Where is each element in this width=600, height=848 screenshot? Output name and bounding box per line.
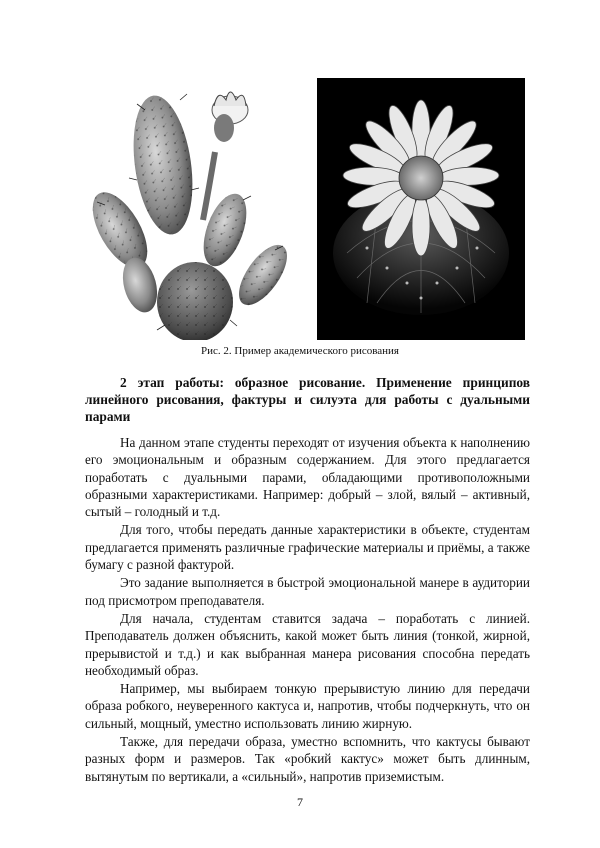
body-text: [85, 434, 530, 786]
paragraph: Для начала, студентам ставится задача – поработать с линией. Преподаватель должен объяснить, какой может быть линия (тонкой, жирной, прерывистой и т.д.) и как выбранная манера рисования способна передать необходимый образ.: [85, 610, 530, 678]
paragraph: Для того, чтобы передать данные характеристики в объекте, студентам предлагается применять различные графические материалы и приёмы, а также бумагу с разной фактурой.: [85, 522, 530, 573]
figure: [85, 70, 525, 340]
page-number: 7: [297, 795, 303, 809]
paragraph: Также, для передачи образа, уместно вспомнить, что кактусы бывают разных форм и размеров. Так «робкий кактус» может быть длинным, вытянутым по вертикали, а «сильный», напротив приземистым.: [85, 734, 530, 784]
prickly-pear-drawing-image: [85, 70, 300, 340]
paragraph: На данном этапе студенты переходят от изучения объекта к наполнению его эмоциональным и образным содержанием. Для этого предлагается поработать с дуальными парами, обладающими противоположными образными характеристиками. Например: добрый – злой, вялый – активный, сытый – голодный и т.д.: [85, 435, 530, 520]
paragraph: Это задание выполняется в быстрой эмоциональной манере в аудитории под присмотром преподавателя.: [85, 575, 530, 608]
paragraph: Например, мы выбираем тонкую прерывистую линию для передачи образа робкого, неуверенного кактуса и, напротив, чтобы подчеркнуть, что он сильный, мощный, уместно использовать линию жирную.: [85, 681, 530, 731]
round-cactus-photo-image: [317, 78, 525, 340]
figure-caption: Рис. 2. Пример академического рисования: [201, 345, 399, 357]
section-heading: 2 этап работы: образное рисование. Применение принципов линейного рисования, фактуры и силуэта для работы с дуальными парами: [85, 375, 530, 424]
